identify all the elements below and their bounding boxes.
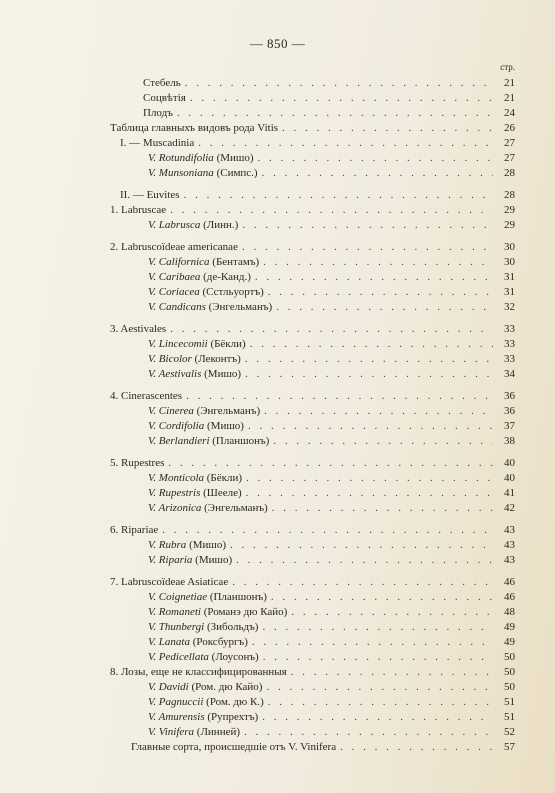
toc-page-number: 26 — [504, 122, 515, 134]
toc-row — [0, 106, 555, 121]
toc-entry-title — [148, 404, 264, 419]
toc-row — [0, 419, 555, 434]
dot-leader — [272, 501, 493, 516]
dot-leader — [185, 76, 493, 91]
dot-leader — [245, 352, 493, 367]
toc-entry-title — [110, 322, 170, 337]
toc-entry-text: (Мишо) — [213, 152, 254, 164]
toc-entry-text: (Бёкли) — [204, 472, 243, 484]
toc-entry — [148, 434, 493, 449]
toc-entry-species: V. Cinerea — [148, 405, 194, 417]
toc-entry — [148, 352, 493, 367]
toc-entry-title — [110, 665, 291, 680]
toc-entry-title — [148, 725, 244, 740]
toc-entry — [148, 285, 493, 300]
toc-entry-title — [148, 590, 271, 605]
toc-row — [0, 322, 555, 337]
dot-leader — [263, 255, 493, 270]
toc-entry-title — [148, 255, 263, 270]
toc-row — [0, 300, 555, 315]
toc-entry-title — [143, 91, 190, 106]
toc-row — [0, 367, 555, 382]
toc-row — [0, 695, 555, 710]
toc-entry-text: (Ром. дю Кайо) — [188, 681, 263, 693]
toc-entry-text: Стебель — [143, 77, 181, 89]
toc-entry — [143, 76, 493, 91]
toc-entry-title — [120, 188, 184, 203]
toc-entry-species: V. Cordifolia — [148, 420, 205, 432]
toc-entry-species: V. Pedicellata — [148, 651, 209, 663]
dot-leader — [162, 523, 493, 538]
toc-entry-title — [148, 337, 250, 352]
toc-entry — [148, 725, 493, 740]
dot-leader — [168, 456, 493, 471]
dot-leader — [236, 553, 493, 568]
toc-entry-species: V. Davidi — [148, 681, 189, 693]
toc-entry-title — [148, 620, 262, 635]
dot-leader — [248, 419, 493, 434]
toc-entry-text: (Рупрехтъ) — [204, 711, 259, 723]
dot-leader — [263, 650, 493, 665]
toc-page-number: 37 — [504, 420, 515, 432]
toc-page-number: 21 — [504, 92, 515, 104]
toc-entry-species: V. Rupestris — [148, 487, 201, 499]
toc-page-number: 21 — [504, 77, 515, 89]
toc-entry-title — [148, 352, 245, 367]
toc-entry-text: (Мишо) — [204, 420, 244, 432]
dot-leader — [262, 620, 493, 635]
toc-page-number: 28 — [504, 167, 515, 179]
toc-page-number: 34 — [504, 368, 515, 380]
dot-leader — [273, 434, 493, 449]
toc-row — [0, 725, 555, 740]
dot-leader — [268, 285, 493, 300]
toc-entry-species: V. Coriacea — [148, 286, 200, 298]
toc-page-number: 50 — [504, 681, 515, 693]
toc-row — [0, 337, 555, 352]
toc-entry-text: (Роксбургъ) — [189, 636, 248, 648]
toc-entry-text: (Бентамъ) — [209, 256, 260, 268]
toc-page-number: 33 — [504, 338, 515, 350]
toc-page-number: 51 — [504, 711, 515, 723]
toc-row — [0, 605, 555, 620]
toc-entry-title — [148, 553, 236, 568]
toc-entry-species: V. Lincecomii — [148, 338, 208, 350]
toc-entry-title — [148, 635, 252, 650]
toc-entry-title — [148, 285, 268, 300]
toc-entry-species: V. Aestivalis — [148, 368, 202, 380]
toc-row — [0, 136, 555, 151]
toc-row — [0, 523, 555, 538]
toc-entry-title — [148, 695, 268, 710]
toc-entry-species: V. Vinifera — [148, 726, 195, 738]
toc-row — [0, 590, 555, 605]
toc-page-number: 43 — [504, 554, 515, 566]
dot-leader — [244, 725, 493, 740]
toc-row — [0, 710, 555, 725]
toc-entry — [110, 575, 493, 590]
toc-entry — [148, 695, 493, 710]
toc-entry-species: V. Pagnuccii — [148, 696, 204, 708]
table-of-contents — [0, 76, 555, 755]
toc-entry — [110, 456, 493, 471]
toc-entry — [110, 203, 493, 218]
dot-leader — [184, 188, 493, 203]
toc-page-number: 52 — [504, 726, 515, 738]
toc-entry-text: (Линн.) — [200, 219, 239, 231]
toc-row — [0, 575, 555, 590]
toc-page-number: 41 — [504, 487, 515, 499]
toc-row — [0, 203, 555, 218]
dot-leader — [186, 389, 493, 404]
toc-row — [0, 166, 555, 181]
dot-leader — [282, 121, 493, 136]
dot-leader — [250, 337, 493, 352]
toc-entry-species: V. Rotundifolia — [148, 152, 214, 164]
toc-entry-text: (Зибольдъ) — [204, 621, 259, 633]
toc-entry-text: II. — Euvites — [120, 189, 180, 201]
dot-leader — [252, 635, 493, 650]
toc-row — [0, 456, 555, 471]
toc-entry-species: V. Lanata — [148, 636, 190, 648]
toc-page-number: 27 — [504, 137, 515, 149]
toc-entry-species: V. Romaneti — [148, 606, 201, 618]
toc-row — [0, 91, 555, 106]
toc-page-number: 32 — [504, 301, 515, 313]
toc-entry-title — [148, 471, 246, 486]
toc-page-number: 31 — [504, 286, 515, 298]
toc-entry-text: Главные сорта, происшедшіе отъ V. Vinifera — [131, 741, 337, 753]
dot-leader — [232, 575, 493, 590]
toc-entry-title — [148, 218, 242, 233]
toc-entry-species: V. Amurensis — [148, 711, 205, 723]
toc-entry-text: (Бёкли) — [207, 338, 246, 350]
toc-entry-title — [120, 136, 198, 151]
toc-entry-text: 1. Labruscae — [110, 204, 167, 216]
toc-row — [0, 635, 555, 650]
toc-page-number: 48 — [504, 606, 515, 618]
toc-row — [0, 553, 555, 568]
toc-row — [0, 680, 555, 695]
toc-entry — [148, 300, 493, 315]
toc-entry-title — [148, 300, 276, 315]
dot-leader — [242, 218, 493, 233]
dot-leader — [190, 91, 493, 106]
toc-entry-species: V. Munsoniana — [148, 167, 214, 179]
toc-entry — [148, 650, 493, 665]
toc-page-number: 29 — [504, 219, 515, 231]
toc-entry-species: V. Coignetiae — [148, 591, 208, 603]
toc-entry — [148, 635, 493, 650]
toc-row — [0, 404, 555, 419]
toc-entry — [148, 471, 493, 486]
toc-entry-species: V. Arizonica — [148, 502, 202, 514]
toc-entry-title — [148, 486, 246, 501]
toc-entry — [148, 337, 493, 352]
toc-entry-text: (Мишо) — [201, 368, 242, 380]
toc-entry — [131, 740, 493, 755]
toc-entry-title — [110, 121, 282, 136]
toc-row — [0, 389, 555, 404]
toc-row — [0, 270, 555, 285]
toc-entry — [148, 218, 493, 233]
toc-entry-title — [148, 270, 255, 285]
toc-entry-text: Плодъ — [143, 107, 173, 119]
toc-page-number: 50 — [504, 666, 515, 678]
toc-entry-title — [148, 650, 263, 665]
dot-leader — [258, 151, 493, 166]
toc-entry-text: (Симпс.) — [213, 167, 258, 179]
toc-entry-text: I. — Muscadinia — [120, 137, 195, 149]
toc-page-number: 46 — [504, 591, 515, 603]
toc-entry-text: (Ром. дю К.) — [203, 696, 264, 708]
toc-entry-title — [131, 740, 340, 755]
dot-leader — [271, 590, 493, 605]
toc-entry-text: (Мишо) — [192, 554, 233, 566]
toc-entry-species: V. Rubra — [148, 539, 187, 551]
dot-leader — [230, 538, 493, 553]
dot-leader — [262, 710, 493, 725]
dot-leader — [245, 367, 493, 382]
toc-entry-species: V. Berlandieri — [148, 435, 210, 447]
toc-page-number: 29 — [504, 204, 515, 216]
toc-entry — [120, 188, 493, 203]
toc-entry — [110, 523, 493, 538]
toc-entry-text: 3. Aestivales — [110, 323, 167, 335]
toc-page-number: 50 — [504, 651, 515, 663]
toc-entry-text: 6. Ripariae — [110, 524, 159, 536]
dot-leader — [246, 486, 493, 501]
toc-row — [0, 620, 555, 635]
toc-entry-species: V. Thunbergi — [148, 621, 205, 633]
toc-entry-title — [148, 538, 230, 553]
toc-row — [0, 121, 555, 136]
toc-row — [0, 352, 555, 367]
toc-entry-text: (Мишо) — [186, 539, 227, 551]
toc-entry-species: V. Californica — [148, 256, 210, 268]
dot-leader — [246, 471, 493, 486]
toc-entry-text: 8. Лозы, еще не классифицированныя — [110, 666, 287, 678]
toc-entry-title — [110, 389, 186, 404]
toc-entry-text: 2. Labruscoïdeae americanae — [110, 241, 238, 253]
toc-page-number: 46 — [504, 576, 515, 588]
toc-entry — [148, 419, 493, 434]
toc-entry — [148, 680, 493, 695]
toc-page-number: 49 — [504, 636, 515, 648]
toc-page-number: 33 — [504, 323, 515, 335]
toc-entry-text: Таблица главныхъ видовъ рода Vitis — [110, 122, 279, 134]
toc-entry — [148, 590, 493, 605]
toc-entry — [110, 389, 493, 404]
toc-row — [0, 538, 555, 553]
toc-entry — [120, 136, 493, 151]
toc-row — [0, 471, 555, 486]
toc-entry-title — [148, 166, 262, 181]
toc-entry — [148, 605, 493, 620]
toc-entry — [148, 501, 493, 516]
toc-row — [0, 665, 555, 680]
toc-entry — [148, 538, 493, 553]
toc-entry-text: (Энгельманъ) — [205, 301, 273, 313]
toc-row — [0, 501, 555, 516]
toc-entry-species: V. Monticola — [148, 472, 205, 484]
toc-row — [0, 218, 555, 233]
dot-leader — [340, 740, 493, 755]
dot-leader — [266, 680, 493, 695]
toc-row — [0, 240, 555, 255]
toc-entry-text: 5. Rupestres — [110, 457, 165, 469]
toc-entry — [148, 620, 493, 635]
page-number: — 850 — — [249, 36, 306, 51]
toc-row — [0, 255, 555, 270]
toc-entry-title — [110, 523, 162, 538]
toc-entry-text: (Планшонъ) — [209, 435, 270, 447]
page-column-label: стр. — [500, 62, 515, 72]
toc-entry-title — [148, 367, 245, 382]
toc-entry-title — [143, 76, 185, 91]
toc-entry-text: 4. Cinerascentes — [110, 390, 183, 402]
dot-leader — [170, 203, 493, 218]
toc-entry-species: V. Labrusca — [148, 219, 201, 231]
toc-entry — [148, 553, 493, 568]
dot-leader — [170, 322, 493, 337]
toc-entry-title — [110, 456, 168, 471]
toc-page-number: 31 — [504, 271, 515, 283]
dot-leader — [268, 695, 493, 710]
toc-entry-text: (Линней) — [194, 726, 241, 738]
toc-entry-species: V. Bicolor — [148, 353, 192, 365]
toc-page-number: 43 — [504, 524, 515, 536]
toc-row — [0, 486, 555, 501]
toc-row — [0, 188, 555, 203]
toc-row — [0, 76, 555, 91]
toc-entry-title — [148, 434, 273, 449]
toc-entry-text: (Планшонъ) — [207, 591, 267, 603]
toc-entry — [148, 151, 493, 166]
dot-leader — [242, 240, 493, 255]
toc-page-number: 51 — [504, 696, 515, 708]
toc-entry-title — [148, 710, 262, 725]
toc-entry-text: (Леконтъ) — [191, 353, 241, 365]
toc-entry — [148, 166, 493, 181]
dot-leader — [255, 270, 493, 285]
toc-entry — [148, 404, 493, 419]
toc-page-number: 40 — [504, 472, 515, 484]
toc-page-number: 30 — [504, 256, 515, 268]
dot-leader — [276, 300, 493, 315]
toc-entry — [110, 322, 493, 337]
toc-entry — [148, 710, 493, 725]
toc-entry-title — [143, 106, 177, 121]
toc-entry-title — [110, 240, 242, 255]
toc-row — [0, 151, 555, 166]
toc-entry-text: Соцвѣтія — [143, 92, 186, 104]
toc-row — [0, 650, 555, 665]
toc-entry-species: V. Riparia — [148, 554, 193, 566]
toc-entry-title — [148, 501, 272, 516]
toc-page-number: 36 — [504, 405, 515, 417]
dot-leader — [291, 665, 493, 680]
toc-entry-species: V. Caribaea — [148, 271, 201, 283]
toc-entry-text: (Энгельманъ) — [201, 502, 268, 514]
toc-page-number: 30 — [504, 241, 515, 253]
toc-entry-text: (Сстльуортъ) — [199, 286, 264, 298]
toc-entry-text: (Романэ дю Кайо) — [200, 606, 288, 618]
toc-page-number: 33 — [504, 353, 515, 365]
toc-page-number: 42 — [504, 502, 515, 514]
toc-entry — [148, 367, 493, 382]
toc-entry-text: (Энгельманъ) — [193, 405, 261, 417]
toc-page-number: 36 — [504, 390, 515, 402]
toc-page-number: 49 — [504, 621, 515, 633]
toc-entry — [110, 665, 493, 680]
toc-row — [0, 285, 555, 300]
toc-entry — [148, 255, 493, 270]
toc-entry-text: (Шееле) — [200, 487, 242, 499]
toc-row — [0, 740, 555, 755]
toc-page-number: 28 — [504, 189, 515, 201]
toc-entry — [143, 106, 493, 121]
toc-entry-title — [148, 151, 258, 166]
toc-page-number: 43 — [504, 539, 515, 551]
toc-entry — [110, 121, 493, 136]
toc-entry-title — [110, 575, 232, 590]
toc-entry-title — [148, 419, 248, 434]
dot-leader — [291, 605, 493, 620]
toc-entry — [148, 270, 493, 285]
toc-entry-text: 7. Labruscoïdeae Asiaticae — [110, 576, 229, 588]
dot-leader — [177, 106, 493, 121]
toc-page-number: 57 — [504, 741, 515, 753]
toc-page-number: 40 — [504, 457, 515, 469]
toc-entry-title — [148, 680, 266, 695]
toc-page-number: 24 — [504, 107, 515, 119]
toc-entry-text: (де-Канд.) — [200, 271, 251, 283]
dot-leader — [262, 166, 493, 181]
toc-row — [0, 434, 555, 449]
toc-entry-species: V. Candicans — [148, 301, 206, 313]
dot-leader — [198, 136, 493, 151]
toc-page-number: 27 — [504, 152, 515, 164]
toc-entry — [148, 486, 493, 501]
toc-entry — [110, 240, 493, 255]
toc-entry-title — [148, 605, 291, 620]
toc-entry-text: (Лоусонъ) — [208, 651, 259, 663]
toc-entry-title — [110, 203, 170, 218]
toc-page-number: 38 — [504, 435, 515, 447]
toc-entry — [143, 91, 493, 106]
dot-leader — [264, 404, 493, 419]
